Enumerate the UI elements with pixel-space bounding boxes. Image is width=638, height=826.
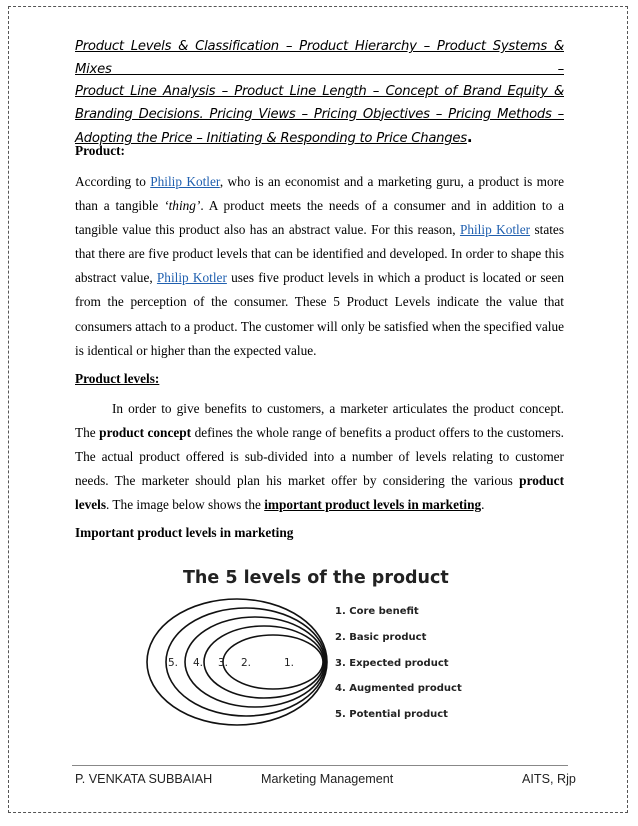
- bold-text: product levels: [75, 473, 564, 513]
- legend-augmented-product: 4. Augmented product: [335, 683, 462, 694]
- heading-end: .: [466, 128, 473, 146]
- philip-kotler-link[interactable]: Philip Kotler: [459, 222, 531, 238]
- text: states that there are five product levels that can be identified and developed. In order to shape this abstract value,: [75, 222, 565, 286]
- philip-kotler-link[interactable]: Philip Kotler: [150, 174, 220, 189]
- footer-institution: AITS, Rjp: [522, 772, 576, 786]
- important-levels-heading: Important product levels in marketing: [75, 525, 294, 540]
- bold-underlined-text: important product levels in marketing: [264, 497, 482, 513]
- text: . The image below shows the: [106, 497, 265, 513]
- text: defines the whole range of benefits a product offers to the customers. The actual product offered is sub-divided into a number of levels relating to customer needs. The marketer should plan his market offer by considering the various: [75, 425, 564, 489]
- text: , who is an economist and a marketing guru, a product is more than a tangible: [75, 174, 564, 214]
- text: .: [481, 497, 485, 513]
- heading-line-4: Adopting the Price – Initiating & Responding to Price Changes: [75, 131, 467, 146]
- footer-subject: Marketing Management: [261, 772, 394, 786]
- legend-potential-product: 5. Potential product: [335, 709, 448, 720]
- legend-core-benefit: 1. Core benefit: [335, 606, 419, 617]
- product-levels-heading: Product levels:: [75, 371, 160, 386]
- circle-label-1: 1.: [284, 657, 295, 669]
- circle-label-2: 2.: [241, 657, 252, 669]
- product-levels-paragraph: [75, 397, 564, 517]
- text: In order to give benefits to customers, a marketer articulates the product concept. The: [75, 401, 564, 441]
- circle-label-3: 3.: [218, 657, 229, 669]
- bold-text: product concept: [99, 425, 192, 441]
- philip-kotler-link[interactable]: Philip Kotler: [156, 270, 227, 286]
- heading-line-1: Product Levels & Classification – Product Hierarchy – Product Systems & Mixes –: [75, 39, 564, 77]
- legend-expected-product: 3. Expected product: [335, 658, 449, 669]
- thing-quote: ‘thing’: [164, 198, 201, 214]
- level-1-circle: [223, 635, 323, 689]
- heading-line-2: Product Line Analysis – Product Line Length – Concept of Brand Equity &: [75, 84, 564, 99]
- circle-label-4: 4.: [193, 657, 204, 669]
- product-paragraph: [75, 170, 564, 363]
- product-heading: Product:: [75, 143, 125, 158]
- diagram-title: The 5 levels of the product: [183, 568, 449, 588]
- legend-basic-product: 2. Basic product: [335, 632, 427, 643]
- text: . A product meets the needs of a consumer and in addition to a tangible value this product also has an abstract value. For this reason,: [75, 198, 564, 238]
- footer-divider: [72, 765, 568, 766]
- text: According to: [75, 174, 151, 189]
- footer-author: P. VENKATA SUBBAIAH: [75, 772, 213, 786]
- level-3-circle: [185, 617, 325, 707]
- text: uses five product levels in which a product is located or seen from the perception of the consumer. These 5 Product Levels indicate the value that consumers attach to a product. The customer will only be satisfied when the specified value is identical or higher than the expected value.: [75, 270, 564, 358]
- five-levels-diagram: [75, 566, 475, 736]
- circle-label-5: 5.: [168, 657, 179, 669]
- unit-topics-heading: [75, 36, 564, 151]
- heading-line-3: Branding Decisions. Pricing Views – Pricing Objectives – Pricing Methods –: [75, 106, 564, 122]
